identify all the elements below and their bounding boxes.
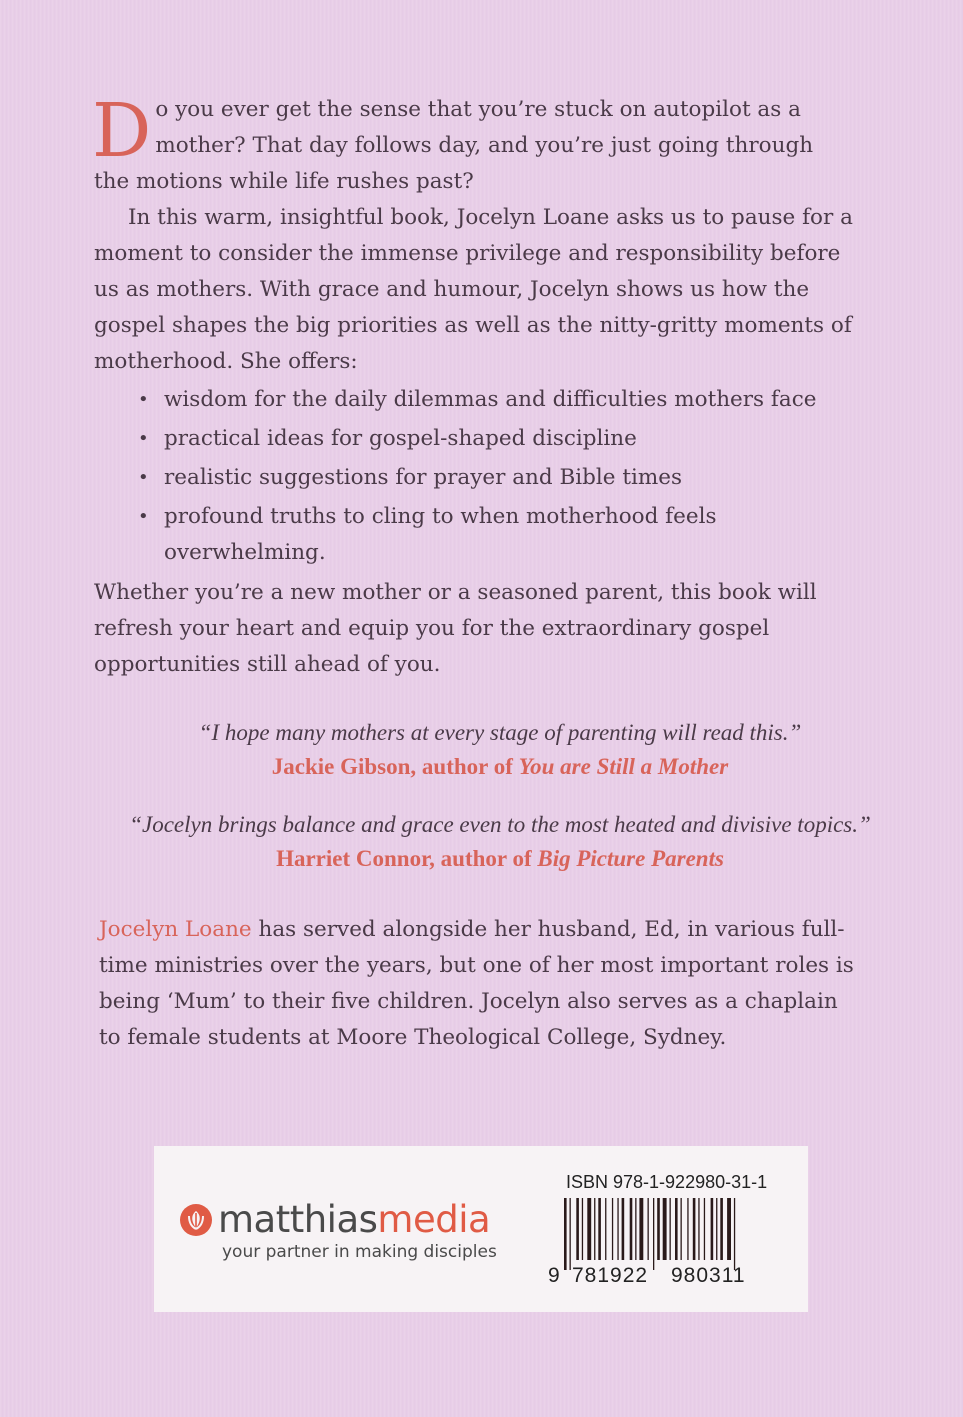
barcode-bar <box>720 1198 723 1260</box>
list-item: • realistic suggestions for prayer and Bible times <box>134 460 854 496</box>
barcode-bar <box>653 1198 654 1270</box>
isbn-label: ISBN 978-1-922980-31-1 <box>566 1172 768 1192</box>
barcode-digits-left: 781922 <box>572 1264 649 1286</box>
publisher-panel <box>154 1146 808 1312</box>
barcode-bar <box>635 1198 636 1260</box>
barcode-bar <box>648 1198 649 1260</box>
book-title: Big Picture Parents <box>537 846 724 871</box>
barcode-bar <box>570 1198 571 1270</box>
barcode-bar <box>587 1198 591 1260</box>
barcode-bar <box>716 1198 717 1260</box>
description-paragraph: In this warm, insightful book, Jocelyn Loane asks us to pause for a moment to consider the immense privilege and responsibility before us as mothers. With grace and humour, Jocelyn shows us how the gospel shapes the big priorities as well as the nitty-gritty moments of motherhood. She offers: <box>94 205 853 374</box>
publisher-tagline: your partner in making disciples <box>222 1242 497 1262</box>
bio-text: has served alongside her husband, Ed, in various full-time ministries over the years, but one of her most important roles is being ‘Mum’ to their five children. Jocelyn also serves as a chaplain to female students at Moore Theological College, Sydney. <box>99 917 854 1050</box>
barcode-bar <box>576 1198 579 1260</box>
book-title: You are Still a Mother <box>518 754 729 779</box>
quote-text: “I hope many mothers at every stage of parenting will read this.” <box>198 720 802 745</box>
barcode-bar <box>670 1198 671 1260</box>
intro-text: o you ever get the sense that you’re stuck on autopilot as a mother? That day follows day, and you’re just going through the motions while life rushes past? <box>94 97 814 194</box>
barcode-bar <box>727 1198 731 1260</box>
barcode-digit-first: 9 <box>548 1264 560 1286</box>
author-bio <box>99 912 859 1056</box>
publisher-name: matthiasmedia <box>218 1198 491 1241</box>
barcode-bar <box>698 1198 699 1260</box>
barcode-digits-right: 980311 <box>671 1264 746 1286</box>
barcode-bar <box>598 1198 601 1260</box>
barcode-bar <box>687 1198 688 1260</box>
closing-paragraph: Whether you’re a new mother or a seasoned parent, this book will refresh your heart and equip you for the extraordinary gospel opportunities still ahead of you. <box>94 580 817 677</box>
bullet-icon: • <box>138 428 149 449</box>
leaf-icon <box>180 1204 212 1236</box>
author-name: Jocelyn Loane <box>99 917 252 942</box>
barcode-bar <box>657 1198 660 1260</box>
barcode-bar <box>663 1198 667 1260</box>
list-item: • profound truths to cling to when motherhood feels overwhelming. <box>134 499 854 571</box>
barcode-bar <box>675 1198 678 1260</box>
bullet-icon: • <box>138 506 149 527</box>
barcode-bar <box>605 1198 606 1260</box>
offer-list <box>134 382 854 571</box>
barcode-bar <box>704 1198 705 1260</box>
barcode-bar <box>711 1198 714 1260</box>
list-item: • practical ideas for gospel-shaped discipline <box>134 421 854 457</box>
barcode-bar <box>612 1198 613 1260</box>
quote-attribution: Harriet Connor, author of Big Picture Parents <box>276 846 724 871</box>
blurb <box>92 88 854 683</box>
drop-cap: D <box>92 88 152 174</box>
publisher-logo <box>180 1200 497 1262</box>
barcode <box>546 1194 786 1286</box>
barcode-bar <box>681 1198 682 1260</box>
bullet-icon: • <box>138 467 149 488</box>
barcode-bar <box>639 1198 643 1260</box>
barcode-bar <box>582 1198 583 1260</box>
intro-paragraph <box>92 88 854 200</box>
barcode-bar <box>564 1198 567 1270</box>
barcode-bar <box>734 1198 735 1270</box>
barcode-bar <box>594 1198 595 1260</box>
barcode-bar <box>693 1198 696 1260</box>
list-item: • wisdom for the daily dilemmas and difficulties mothers face <box>134 382 854 418</box>
barcode-bar <box>617 1198 618 1260</box>
quote-text: “Jocelyn brings balance and grace even to the most heated and divisive topics.” <box>129 812 871 837</box>
endorsement-2 <box>60 808 940 876</box>
quote-attribution: Jackie Gibson, author of You are Still a Mother <box>271 754 729 779</box>
bullet-icon: • <box>138 389 149 410</box>
barcode-bar <box>630 1198 633 1260</box>
barcode-bar <box>622 1198 625 1260</box>
endorsement-1 <box>60 716 940 784</box>
